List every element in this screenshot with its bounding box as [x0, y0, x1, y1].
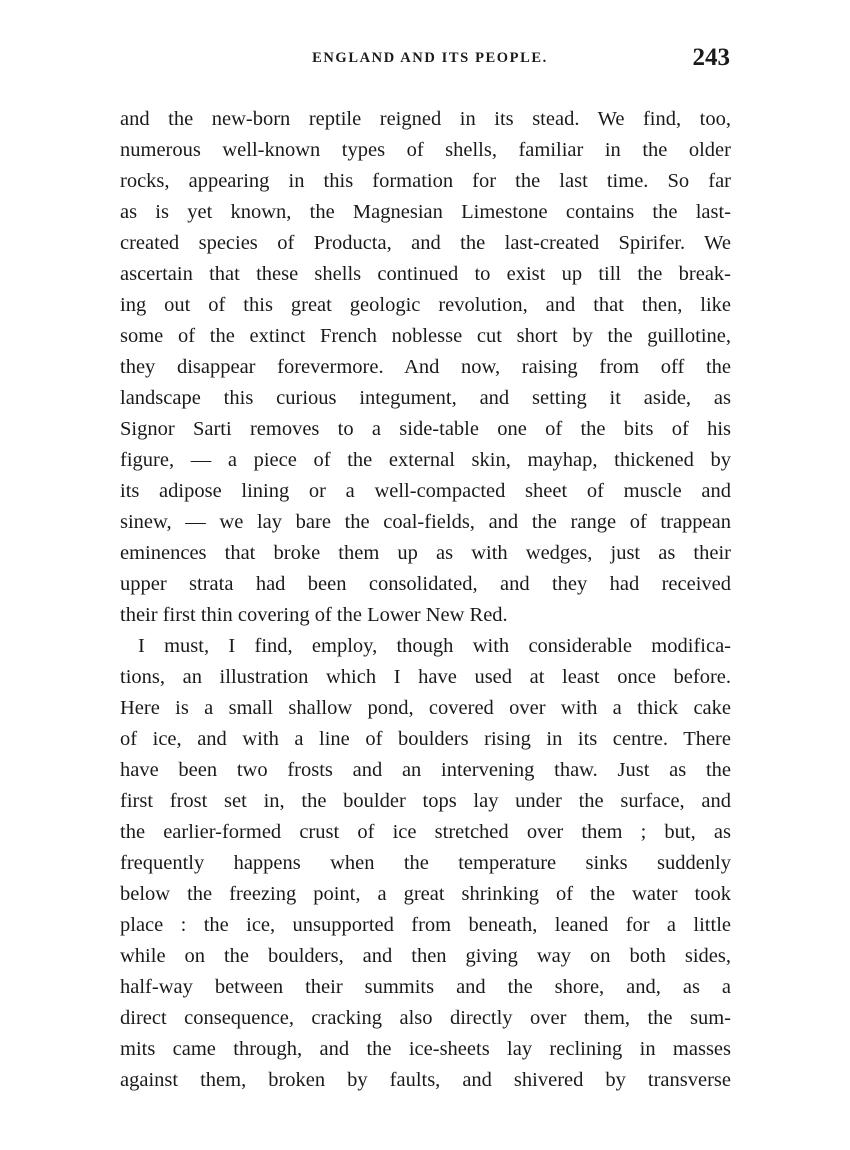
text-line: direct consequence, cracking also directly over them, the sum-: [120, 1007, 731, 1029]
text-line: against them, broken by faults, and shivered by transverse: [120, 1069, 731, 1091]
text-line: frequently happens when the temperature sinks suddenly: [120, 852, 731, 874]
text-line: mits came through, and the ice-sheets lay reclining in masses: [120, 1038, 731, 1060]
text-line: upper strata had been consolidated, and they had received: [120, 573, 731, 595]
text-line: below the freezing point, a great shrinking of the water took: [120, 883, 731, 905]
text-line: landscape this curious integument, and setting it aside, as: [120, 387, 731, 409]
text-line: sinew, — we lay bare the coal-fields, and the range of trappean: [120, 511, 731, 533]
text-line: half-way between their summits and the shore, and, as a: [120, 976, 731, 998]
paragraph-1: [120, 104, 731, 631]
running-head: [120, 44, 730, 80]
text-line: ing out of this great geologic revolution, and that then, like: [120, 294, 731, 316]
text-line: Here is a small shallow pond, covered over with a thick cake: [120, 697, 731, 719]
body-text: [120, 104, 731, 1096]
text-line: figure, — a piece of the external skin, mayhap, thickened by: [120, 449, 731, 471]
running-title: ENGLAND AND ITS PEOPLE.: [312, 50, 548, 66]
text-line: some of the extinct French noblesse cut short by the guillotine,: [120, 325, 731, 347]
page-number: 243: [692, 44, 730, 71]
text-line: the earlier-formed crust of ice stretched over them ; but, as: [120, 821, 731, 843]
text-line: tions, an illustration which I have used at least once before.: [120, 666, 731, 688]
text-line: ascertain that these shells continued to exist up till the break-: [120, 263, 731, 285]
text-line: have been two frosts and an intervening thaw. Just as the: [120, 759, 731, 781]
text-line: they disappear forevermore. And now, raising from off the: [120, 356, 731, 378]
text-line: Signor Sarti removes to a side-table one of the bits of his: [120, 418, 731, 440]
text-line: and the new-born reptile reigned in its stead. We find, too,: [120, 108, 731, 130]
text-line: while on the boulders, and then giving way on both sides,: [120, 945, 731, 967]
text-line: numerous well-known types of shells, familiar in the older: [120, 139, 731, 161]
text-line: place : the ice, unsupported from beneath, leaned for a little: [120, 914, 731, 936]
text-line: created species of Producta, and the last-created Spirifer. We: [120, 232, 731, 254]
text-line: eminences that broke them up as with wedges, just as their: [120, 542, 731, 564]
text-line: their first thin covering of the Lower New Red.: [120, 604, 508, 626]
text-line: its adipose lining or a well-compacted sheet of muscle and: [120, 480, 731, 502]
text-line: as is yet known, the Magnesian Limestone contains the last-: [120, 201, 731, 223]
text-line: I must, I find, employ, though with considerable modifica-: [138, 635, 731, 657]
paragraph-2: [120, 631, 731, 1096]
text-line: rocks, appearing in this formation for the last time. So far: [120, 170, 731, 192]
text-line: first frost set in, the boulder tops lay under the surface, and: [120, 790, 731, 812]
text-line: of ice, and with a line of boulders rising in its centre. There: [120, 728, 731, 750]
